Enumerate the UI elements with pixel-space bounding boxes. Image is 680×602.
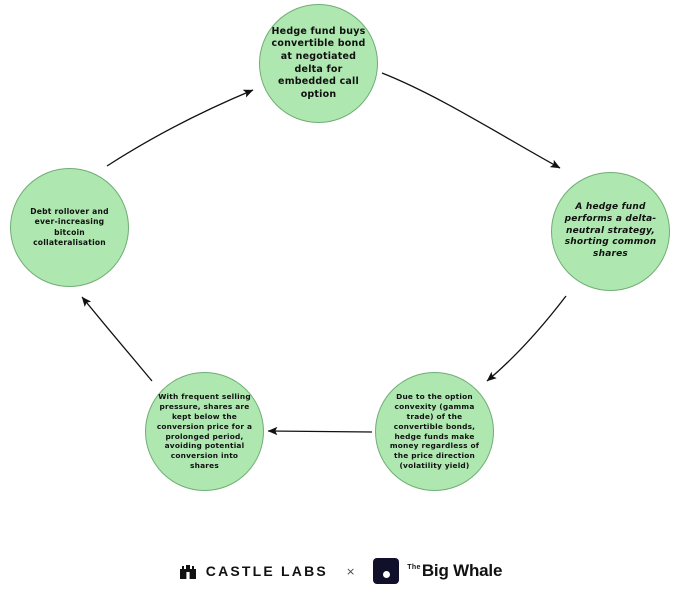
big-whale-label xyxy=(407,561,502,581)
big-whale-the-label: The xyxy=(407,564,421,571)
big-whale-name-label: Big Whale xyxy=(421,561,503,580)
castle-labs-label: CASTLE LABS xyxy=(205,563,328,579)
node-label: A hedge fund performs a delta-neutral strategy, shorting common shares xyxy=(564,201,657,260)
castle-icon xyxy=(178,561,198,581)
node-label: Hedge fund buys convertible bond at negotiated delta for embedded call option xyxy=(271,25,366,100)
node-label: Debt rollover and ever-increasing bitcoin collateralisation xyxy=(30,207,109,247)
diagram-node-hedge-fund-buys-bond[interactable] xyxy=(259,4,378,123)
brand-separator: × xyxy=(345,564,356,578)
diagram-node-option-convexity[interactable] xyxy=(375,372,494,491)
whale-icon xyxy=(373,558,399,584)
arrow-2-to-3 xyxy=(487,296,566,381)
node-label: Due to the option convexity (gamma trade) of the convertible bonds, hedge funds make money regardless of the price direction (volatility yield) xyxy=(389,392,480,470)
arrow-3-to-4 xyxy=(268,431,372,432)
diagram-node-delta-neutral-strategy[interactable] xyxy=(551,172,670,291)
arrow-1-to-2 xyxy=(382,73,560,168)
footer-branding xyxy=(0,558,680,584)
castle-labs-brand xyxy=(178,561,328,581)
big-whale-brand xyxy=(373,558,502,584)
node-label: With frequent selling pressure, shares are kept below the conversion price for a prolonged period, avoiding potential conversion into shares xyxy=(156,392,253,470)
arrow-4-to-5 xyxy=(82,297,152,381)
diagram-node-debt-rollover[interactable] xyxy=(10,168,129,287)
arrow-5-to-1 xyxy=(107,90,253,166)
diagram-node-selling-pressure[interactable] xyxy=(145,372,264,491)
